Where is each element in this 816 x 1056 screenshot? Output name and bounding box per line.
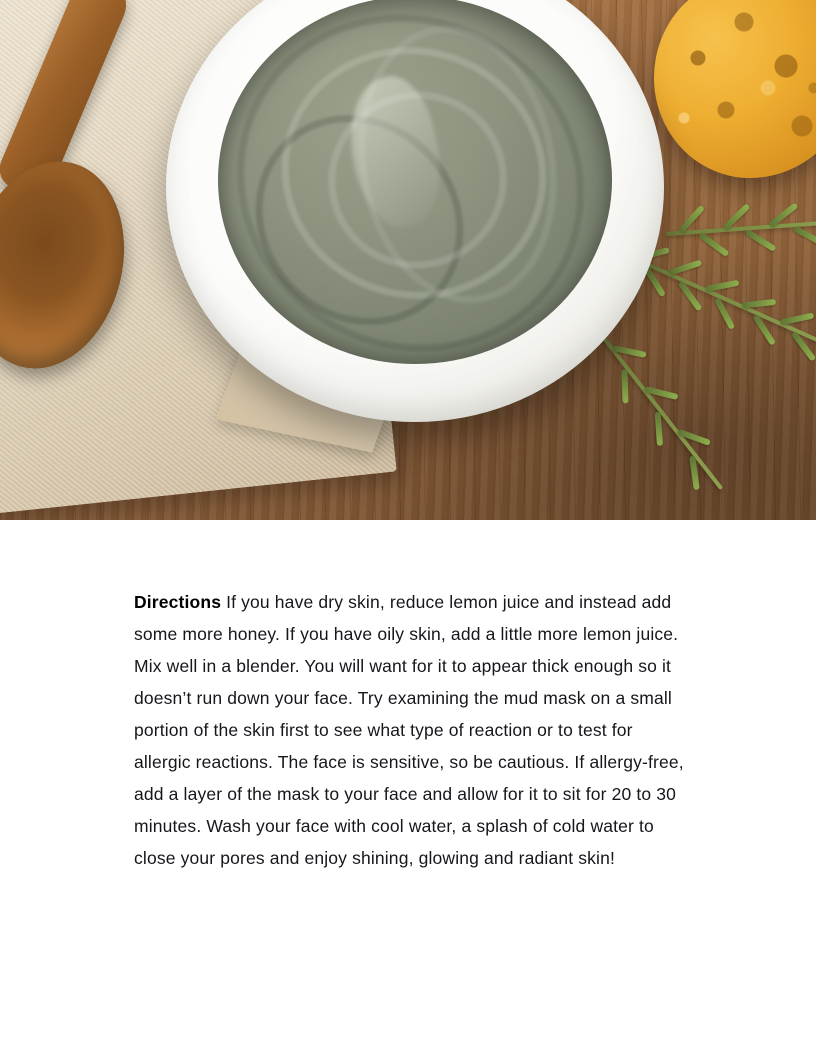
directions-text: If you have dry skin, reduce lemon juice and instead add some more honey. If you have oily skin, add a little more lemon juice. xyxy=(134,592,679,644)
green-clay-mask xyxy=(218,0,612,364)
directions-label: Directions xyxy=(134,592,222,612)
article-body xyxy=(134,586,686,874)
instructions-paragraph: Mix well in a blender. You will want for it to appear thick enough so it doesn’t run down your face. Try examining the mud mask on a small portion of the skin first to see what type of reaction or to test for allergic reactions. The face is sensitive, so be cautious. If allergy-free, add a layer of the mask to your face and allow for it to sit for 20 to 30 minutes. Wash your face with cool water, a splash of cold water to close your pores and enjoy shining, glowing and radiant skin! xyxy=(134,656,684,868)
hero-image xyxy=(0,0,816,520)
sprig-needle xyxy=(621,369,628,403)
directions-paragraph xyxy=(134,586,686,650)
